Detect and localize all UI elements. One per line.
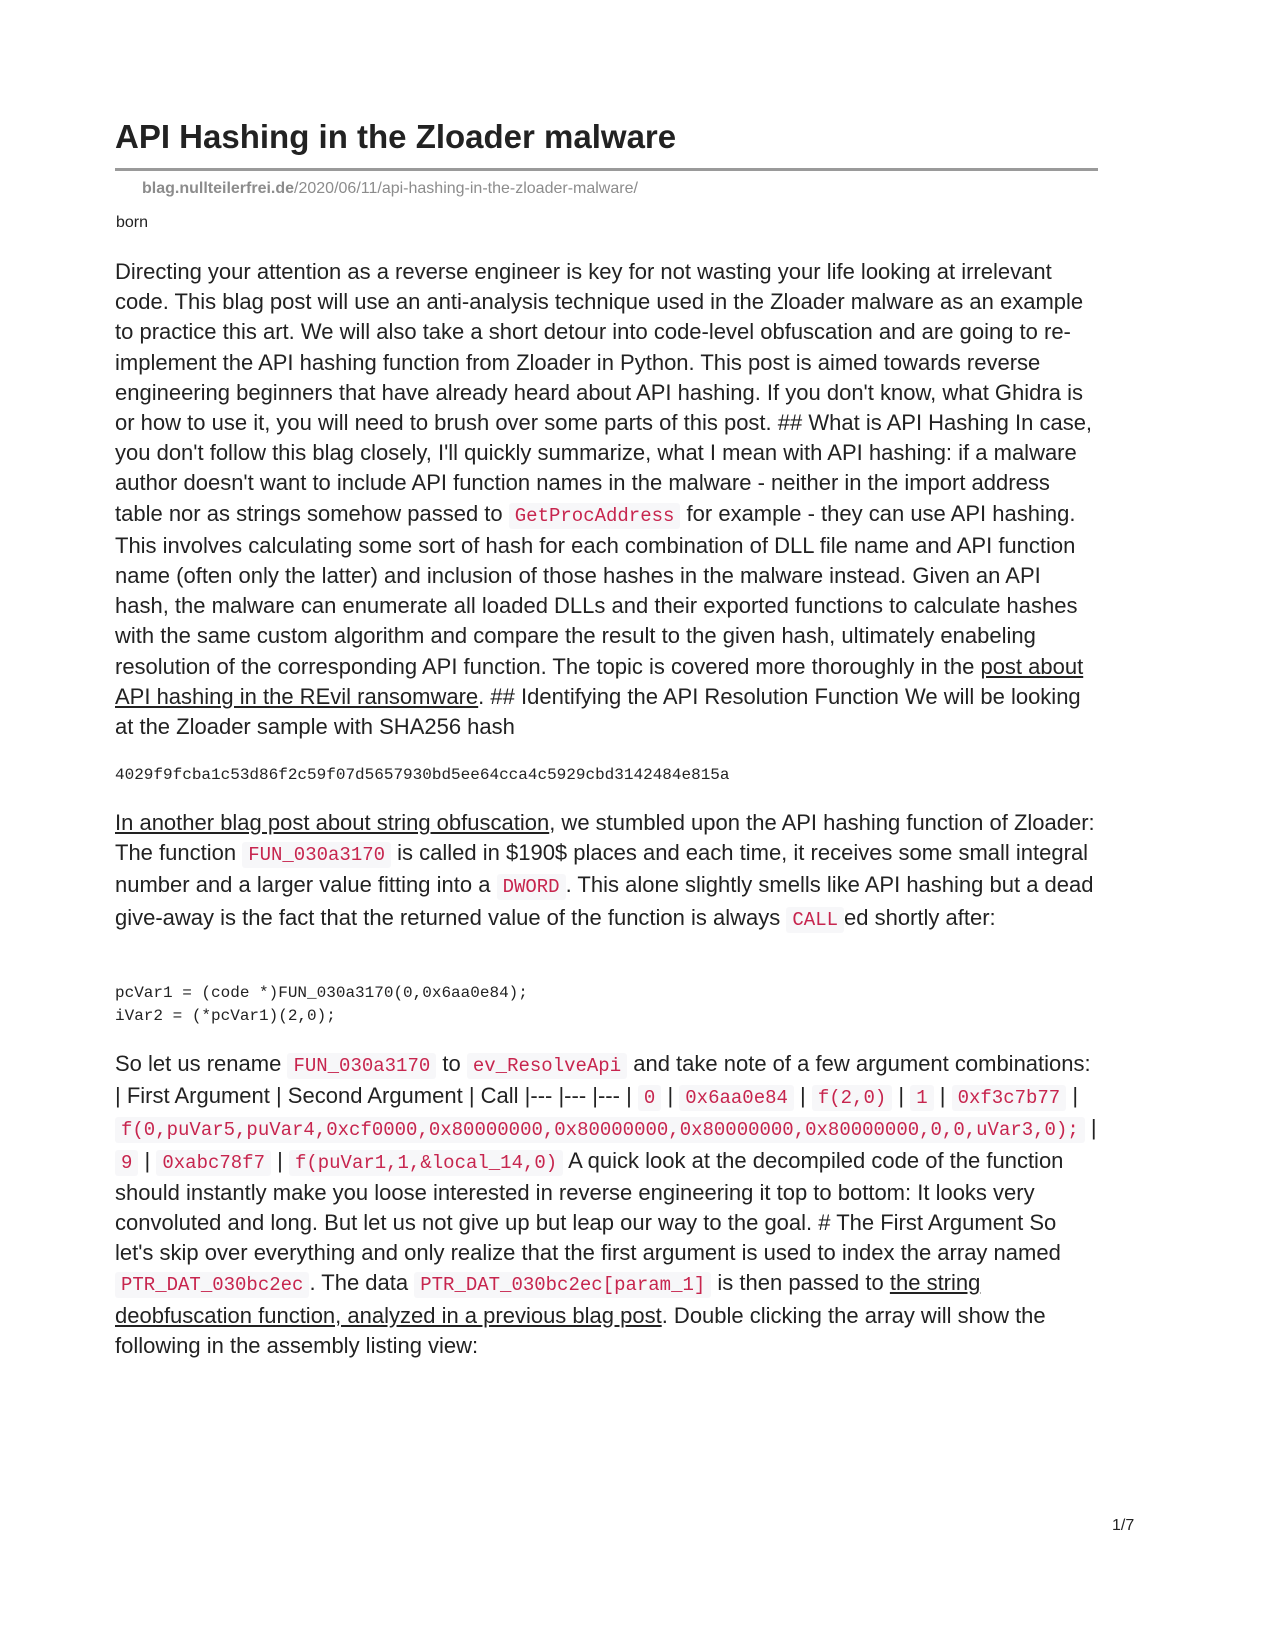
text: . Double clicking the array will show the following in the assembly listing view: — [115, 1302, 1046, 1358]
url-path: /2020/06/11/api-hashing-in-the-zloader-malware/ — [294, 180, 638, 197]
inline-code: 0x6aa0e84 — [679, 1085, 794, 1111]
text: . This alone slightly smells like API hashing but a dead give-away is the fact that the returned value of the function is always — [115, 872, 1094, 930]
string-obfuscation-post-link[interactable]: In another blag post about string obfuscation — [115, 810, 550, 835]
text: Directing your attention as a reverse engineer is key for not wasting your life looking at irrelevant code. This blag post will use an anti-analysis technique used in the Zloader malware as an example to practice this art. We will also take a short detour into code-level obfuscation and are going to re-implement the API hashing function from Zloader in Python. This post is aimed towards reverse engineering beginners that have already heard about API hashing. If you don't know, what Ghidra is or how to use it, you will need to brush over some parts of this post. ## What is API Hashing In case, you don't follow this blag closely, I'll quickly summarize, what I mean with API hashing: if a malware author doesn't want to include API function names in the malware - neither in the import address table nor as strings somehow passed to — [115, 259, 1093, 526]
text: to — [442, 1051, 461, 1076]
inline-code: PTR_DAT_030bc2ec[param_1] — [414, 1272, 711, 1298]
page-title: API Hashing in the Zloader malware — [115, 118, 677, 155]
inline-code: FUN_030a3170 — [242, 842, 391, 868]
inline-code: f(2,0) — [812, 1085, 892, 1111]
rename-paragraph: So let us rename FUN_030a3170 to ev_ResolveApi and take note of a few argument combinations: | First Argument | Second Argument | Call |--- |--- |--- | 0 | 0x6aa0e84 | f(2,0) | 1 | 0xf3c7b77 | f(0,puVar5,puVar4,0xcf0000,0x80000000,0x80000000,0x80000000,0x80000000,0,0,uVar3,0); | 9 | 0xabc78f7 | f(puVar1,1,&local_14,0) A quick look at the decompiled code of the function should instantly make you loose interested in reverse engineering it top to bottom: It looks very convoluted and long. But let us not give up but leap our way to the goal. # The First Argument So let's skip over everything and only realize that the first argument is used to index the array named PTR_DAT_030bc2ec . The data PTR_DAT_030bc2ec[param_1] is then passed to the string deobfuscation function, analyzed in a previous blag post. Double clicking the array will show the following in the assembly listing view: — [115, 1051, 1097, 1358]
page-number: 1/7 — [1112, 1517, 1135, 1534]
inline-code: PTR_DAT_030bc2ec — [115, 1272, 309, 1298]
source-url[interactable] — [142, 180, 638, 198]
inline-code: DWORD — [497, 874, 566, 900]
text: for example - they can use API hashing. This involves calculating some sort of hash for each combination of DLL file name and API function name (often only the latter) and inclusion of those hashes in the malware instead. Given an API hash, the malware can enumerate all loaded DLLs and their exported functions to calculate hashes with the same custom algorithm and compare the result to the given hash, ultimately enabeling resolution of the corresponding API function. The topic is covered more thoroughly in the — [115, 500, 1078, 679]
inline-code: CALL — [786, 907, 844, 933]
text: is called in $190$ places and each time, it receives some small integral number and a larger value fitting into a — [115, 840, 1089, 898]
url-domain: blag.nullteilerfrei.de — [142, 180, 295, 197]
text: A quick look at the decompiled code of the function should instantly make you loose interested in reverse engineering it top to bottom: It looks very convoluted and long. But let us not give up but leap our way to the goal. # The First Argument So let's skip over everything and only realize that the first argument is used to index the array named — [115, 1147, 1064, 1266]
inline-code: 1 — [910, 1085, 933, 1111]
inline-code: FUN_030a3170 — [287, 1053, 436, 1079]
code-snippet: pcVar1 = (code *)FUN_030a3170(0,0x6aa0e84); iVar2 = (*pcVar1)(2,0); — [115, 984, 528, 1025]
text: . The data — [309, 1270, 409, 1296]
inline-code: GetProcAddress — [509, 503, 681, 529]
text: is then passed to — [717, 1270, 884, 1296]
inline-code: ev_ResolveApi — [467, 1053, 627, 1079]
text: and take note of a few argument combinations: | First Argument | Second Argument | Call |--- |--- |--- | — [115, 1051, 1091, 1109]
inline-code: 9 — [115, 1150, 138, 1176]
text: , we stumbled upon the API hashing function of Zloader: The function — [115, 810, 1095, 866]
sha256-hash-block: 4029f9fcba1c53d86f2c59f07d5657930bd5ee64cca4c5929cbd3142484e815a — [115, 766, 730, 784]
inline-code: 0 — [638, 1085, 661, 1111]
inline-code: f(puVar1,1,&local_14,0) — [289, 1150, 563, 1176]
inline-code: 0xf3c7b77 — [952, 1085, 1067, 1111]
author-name: born — [116, 214, 149, 231]
revil-post-link[interactable]: post about API hashing in the REvil ransomware — [115, 653, 1084, 709]
function-paragraph — [115, 808, 1100, 935]
text: So let us rename — [115, 1051, 282, 1076]
title-divider — [115, 168, 1098, 171]
text: ed shortly after: — [844, 904, 996, 930]
deobfuscation-post-link[interactable]: the string deobfuscation function, analyzed in a previous blag post — [115, 1270, 981, 1328]
text: . ## Identifying the API Resolution Function We will be looking at the Zloader sample with SHA256 hash — [115, 683, 1081, 740]
inline-code: f(0,puVar5,puVar4,0xcf0000,0x80000000,0x80000000,0x80000000,0x80000000,0,0,uVar3,0); — [115, 1117, 1085, 1143]
inline-code: 0xabc78f7 — [156, 1150, 271, 1176]
intro-paragraph — [115, 257, 1100, 742]
